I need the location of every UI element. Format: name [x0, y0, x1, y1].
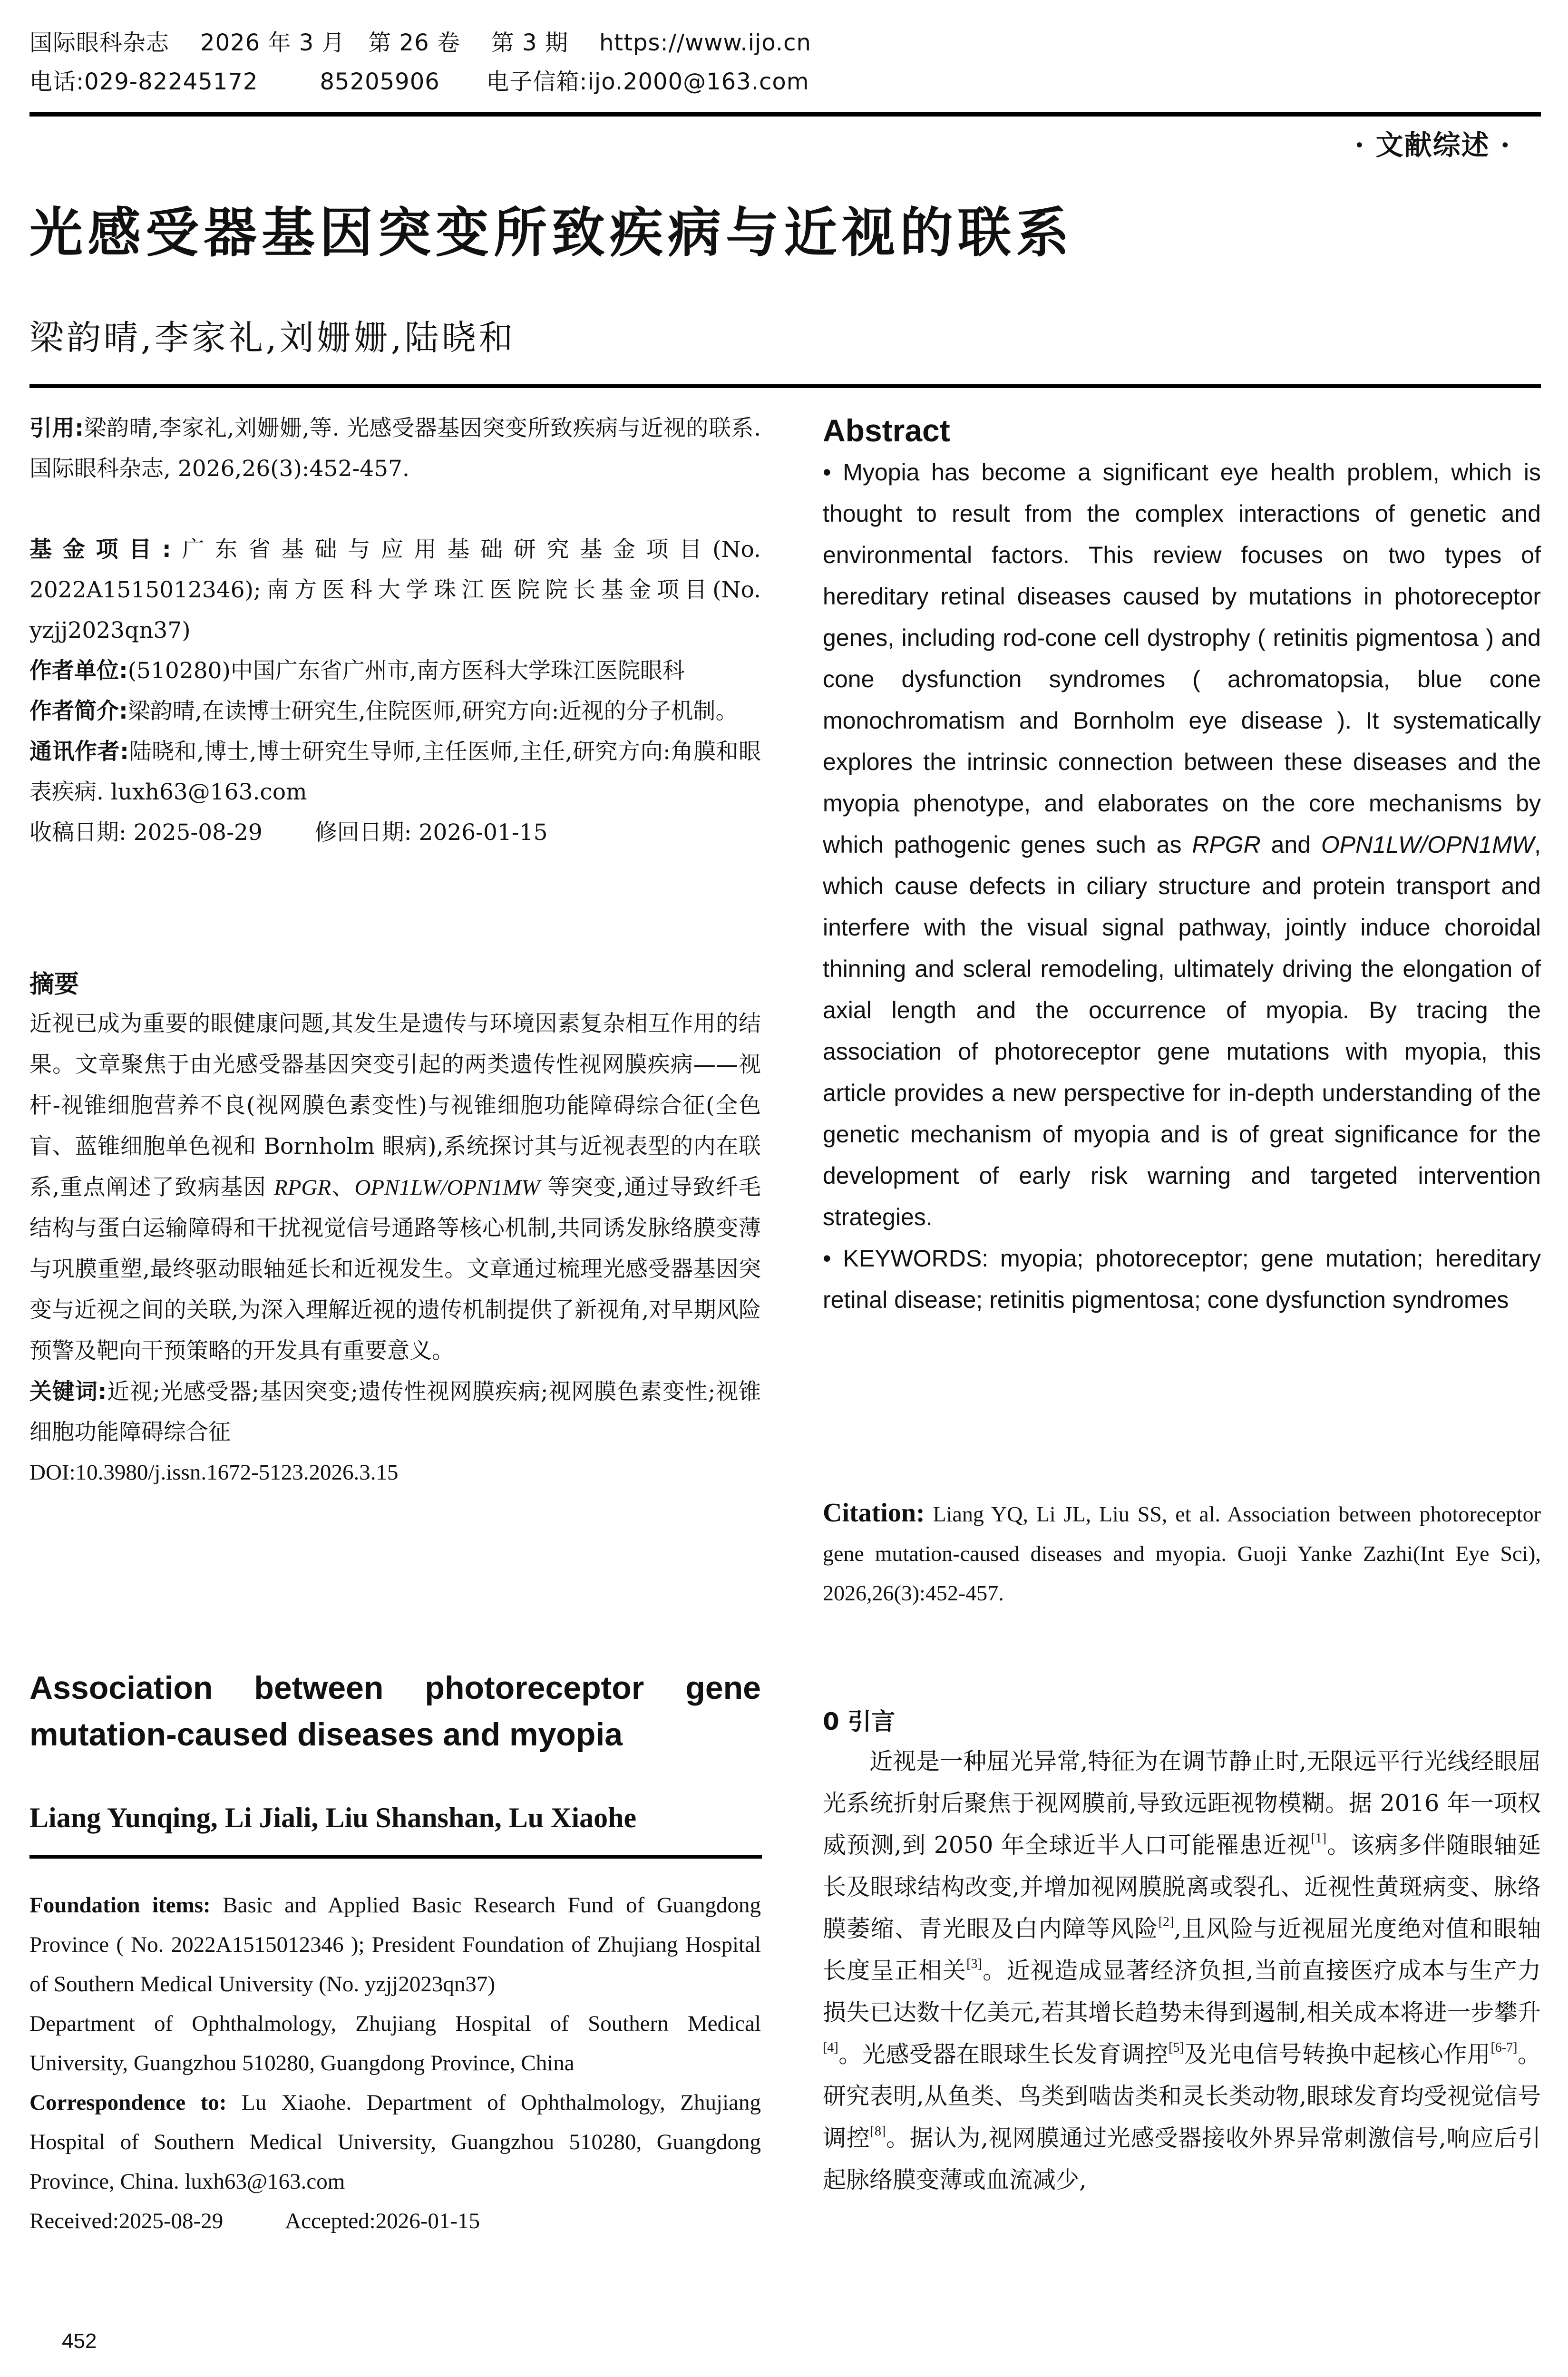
abstract-cn-text-part: 、 — [331, 1174, 355, 1200]
affiliation-cn-label: 作者单位: — [29, 658, 128, 684]
keywords-cn-text: 近视;光感受器;基因突变;遗传性视网膜疾病;视网膜色素变性;视锥细胞功能障碍综合征 — [29, 1379, 761, 1445]
header-rule — [29, 112, 1541, 117]
correspondence-en — [29, 2083, 761, 2202]
title-block-rule — [29, 384, 1541, 388]
gene-name: OPN1LW/OPN1MW — [1321, 831, 1535, 858]
section-label: · 文献综述 · — [1354, 129, 1511, 161]
fund-cn-label: 基金项目: — [29, 536, 171, 563]
abstract-cn-text — [29, 1003, 761, 1372]
fund-cn — [29, 529, 761, 651]
author-bio-cn — [29, 691, 761, 731]
intro-text: 。该病多伴随眼轴延长及眼球结构改变,并增加视网膜脱离或裂孔、近视性黄斑病变、脉络膜萎缩、青光眼及白内障等风险 — [823, 1831, 1541, 1942]
abstract-cn-text-part: 等突变,通过导致纤毛结构与蛋白运输障碍和干扰视觉信号通路等核心机制,共同诱发脉络膜变薄与巩膜重塑,最终驱动眼轴延长和近视发生。文章通过梳理光感受器基因突变与近视之间的关联,为深入理解近视的遗传机制提供了新视角,对早期风险预警及靶向干预策略的开发具有重要意义。 — [29, 1174, 761, 1364]
article-title-en: Association between photoreceptor gene mutation-caused diseases and myopia — [29, 1670, 761, 1753]
fund-cn-text: 广东省基础与应用基础研究基金项目(No. 2022A1515012346);南方医科大学珠江医院院长基金项目(No. yzjj2023qn37) — [29, 536, 761, 643]
author-bio-cn-label: 作者简介: — [29, 698, 128, 724]
reference-link[interactable]: [2] — [1158, 1915, 1174, 1929]
abstract-en — [823, 409, 1541, 1321]
received-date-en: Received:2025-08-29 — [29, 2209, 224, 2233]
citation-en — [823, 1493, 1541, 1613]
reference-link[interactable]: [5] — [1169, 2040, 1184, 2055]
keywords-cn — [29, 1372, 761, 1452]
abstract-cn-heading: 摘要 — [29, 970, 79, 999]
foundation-items-en-label: Foundation items: — [29, 1893, 211, 1918]
intro-text: 及光电信号转换中起核心作用 — [1184, 2041, 1491, 2068]
correspondence-en-text: Lu Xiaohe. Department of Ophthalmology, Zhujiang Hospital of Southern Medical University, Guangzhou 510280, Guangdong Province, China. luxh63@163.com — [29, 2090, 761, 2194]
foundation-items-en — [29, 1886, 761, 2004]
citation-cn-text: 梁韵晴,李家礼,刘姗姗,等. 光感受器基因突变所致疾病与近视的联系. 国际眼科杂志, 2026,26(3):452-457. — [29, 415, 761, 482]
revised-date-cn: 修回日期: 2026-01-15 — [314, 819, 548, 846]
intro-text: 。研究表明,从鱼类、鸟类到啮齿类和灵长类动物,眼球发育均受视觉信号调控 — [823, 2041, 1541, 2152]
english-authors-rule — [29, 1855, 762, 1859]
citation-en-label: Citation: — [823, 1498, 925, 1528]
affiliation-cn — [29, 651, 761, 691]
english-title-block — [29, 1665, 761, 1837]
reference-link[interactable]: [3] — [966, 1957, 982, 1971]
gene-name: RPGR — [274, 1175, 331, 1200]
front-matter-cn — [29, 408, 761, 853]
reference-link[interactable]: [8] — [870, 2124, 886, 2139]
corresponding-author-cn-label: 通讯作者: — [29, 739, 129, 765]
citation-en-text: Liang YQ, Li JL, Liu SS, et al. Association between photoreceptor gene mutation-caused diseases and myopia. Guoji Yanke Zazhi(Int Eye Sci), 2026,26(3):452-457. — [823, 1502, 1541, 1605]
citation-cn — [29, 408, 761, 489]
introduction — [823, 1703, 1541, 2201]
intro-text: 近视是一种屈光异常,特征为在调节静止时,无限远平行光线经眼屈光系统折射后聚焦于视网膜前,导致远距视物模糊。据 2016 年一项权威预测,到 2050 年全球近半人口可能罹患近视 — [823, 1748, 1541, 1859]
abstract-en-text-part: • Myopia has become a significant eye health problem, which is thought to result from the complex interactions of genetic and environmental factors. This review focuses on two types of hereditary retinal diseases caused by mutations in photoreceptor genes, including rod-cone cell dystrophy ( retinitis pigmentosa ) and cone dysfunction syndromes ( achromatopsia, blue cone monochromatism and Bornholm eye disease ). It systematically explores the intrinsic connection between these diseases and the myopia phenotype, and elaborates on the core mechanisms by which pathogenic genes such as — [823, 459, 1541, 858]
journal-header-line-1: 国际眼科杂志 2026 年 3 月 第 26 卷 第 3 期 https://www.ijo.cn — [29, 29, 811, 56]
keywords-en: • KEYWORDS: myopia; photoreceptor; gene mutation; hereditary retinal disease; retinitis pigmentosa; cone dysfunction syndromes — [823, 1245, 1541, 1313]
abstract-en-text — [823, 452, 1541, 1238]
article-title-cn: 光感受器基因突变所致疾病与近视的联系 — [29, 202, 1074, 264]
keywords-cn-label: 关键词: — [29, 1379, 107, 1405]
gene-name: OPN1LW/OPN1MW — [354, 1175, 540, 1200]
abstract-en-text-part: , which cause defects in ciliary structure and protein transport and interfere with the visual signal pathway, jointly induce choroidal thinning and scleral remodeling, ultimately driving the elongation of axial length and the occurrence of myopia. By tracing the association of photoreceptor gene mutations with myopia, this article provides a new perspective for in-depth understanding of the genetic mechanism of myopia and is of great significance for the development of early risk warning and targeted intervention strategies. — [823, 831, 1541, 1230]
author-bio-cn-text: 梁韵晴,在读博士研究生,住院医师,研究方向:近视的分子机制。 — [127, 698, 738, 724]
citation-en-paragraph — [823, 1493, 1541, 1613]
dates-cn — [29, 812, 761, 853]
introduction-heading: 0 引言 — [823, 1708, 896, 1735]
correspondence-en-label: Correspondence to: — [29, 2090, 227, 2115]
introduction-paragraph — [823, 1741, 1541, 2201]
received-date-cn: 收稿日期: 2025-08-29 — [29, 819, 263, 846]
affiliation-cn-text: (510280)中国广东省广州市,南方医科大学珠江医院眼科 — [127, 658, 685, 684]
abstract-cn — [29, 965, 761, 1493]
reference-link[interactable]: [6-7] — [1490, 2040, 1518, 2055]
english-front-matter — [29, 1886, 761, 2241]
authors-cn: 梁韵晴,李家礼,刘姗姗,陆晓和 — [29, 318, 516, 358]
reference-link[interactable]: [1] — [1311, 1831, 1327, 1846]
corresponding-author-cn-text: 陆晓和,博士,博士研究生导师,主任医师,主任,研究方向:角膜和眼表疾病. luxh63@163.com — [29, 739, 761, 805]
citation-cn-label: 引用: — [29, 415, 84, 441]
authors-en: Liang Yunqing, Li Jiali, Liu Shanshan, Lu Xiaohe — [29, 1802, 637, 1833]
abstract-en-heading: Abstract — [823, 413, 950, 448]
intro-text: ,且风险与近视屈光度绝对值和眼轴长度呈正相关 — [823, 1915, 1541, 1984]
corresponding-author-cn — [29, 731, 761, 812]
abstract-cn-text-part: 近视已成为重要的眼健康问题,其发生是遗传与环境因素复杂相互作用的结果。文章聚焦于由光感受器基因突变引起的两类遗传性视网膜疾病——视杆-视锥细胞营养不良(视网膜色素变性)与视锥细胞功能障碍综合征(全色盲、蓝锥细胞单色视和 Bornholm 眼病),系统探讨其与近视表型的内在联系,重点阐述了致病基因 — [29, 1011, 761, 1200]
abstract-en-text-part: and — [1260, 831, 1321, 858]
reference-link[interactable]: [4] — [823, 2040, 838, 2055]
intro-text: 。据认为,视网膜通过光感受器接收外界异常刺激信号,响应后引起脉络膜变薄或血流减少, — [823, 2124, 1541, 2193]
accepted-date-en: Accepted:2026-01-15 — [285, 2209, 480, 2233]
foundation-items-en-text: Basic and Applied Basic Research Fund of Guangdong Province ( No. 2022A1515012346 ); President Foundation of Zhujiang Hospital of Southern Medical University (No. yzjj2023qn37) — [29, 1893, 761, 1997]
intro-text: 。近视造成显著经济负担,当前直接医疗成本与生产力损失已达数十亿美元,若其增长趋势未得到遏制,相关成本将进一步攀升 — [823, 1957, 1541, 2026]
doi[interactable]: DOI:10.3980/j.issn.1672-5123.2026.3.15 — [29, 1460, 399, 1485]
page-number: 452 — [62, 2329, 97, 2353]
gene-name: RPGR — [1192, 831, 1261, 858]
department-en: Department of Ophthalmology, Zhujiang Hospital of Southern Medical University, Guangzhou 510280, Guangdong Province, China — [29, 2011, 761, 2075]
dates-en — [29, 2202, 761, 2241]
journal-header-line-2: 电话:029-82245172 85205906 电子信箱:ijo.2000@163.com — [29, 68, 809, 95]
intro-text: 。光感受器在眼球生长发育调控 — [838, 2041, 1169, 2068]
